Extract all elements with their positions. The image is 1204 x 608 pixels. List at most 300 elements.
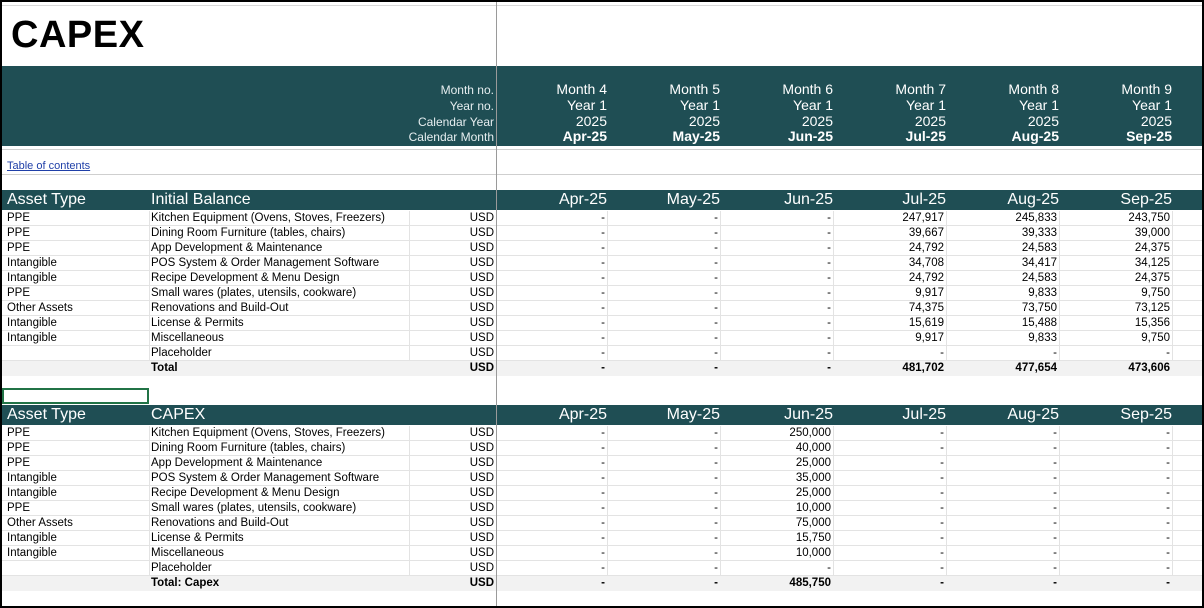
cell-gridline: [720, 346, 721, 361]
value-cell[interactable]: -: [940, 547, 944, 559]
table-row[interactable]: [2, 241, 1204, 256]
table-row[interactable]: [2, 441, 1204, 456]
value-cell[interactable]: -: [714, 562, 718, 574]
currency-cell[interactable]: USD: [469, 577, 494, 589]
value-cell[interactable]: -: [1166, 347, 1170, 359]
cell-gridline: [720, 316, 721, 331]
value-cell[interactable]: -: [601, 272, 605, 284]
cell-gridline: [409, 471, 410, 486]
asset-name-cell[interactable]: Placeholder: [151, 347, 212, 359]
currency-cell[interactable]: USD: [469, 362, 494, 374]
value-cell[interactable]: 34,708: [908, 257, 944, 269]
table-row[interactable]: [2, 331, 1204, 346]
table-row[interactable]: [2, 226, 1204, 241]
cell-gridline: [1172, 226, 1173, 241]
cell-gridline: [946, 441, 947, 456]
asset-type-cell[interactable]: Intangible: [7, 532, 57, 544]
asset-type-cell[interactable]: PPE: [7, 427, 31, 439]
value-cell[interactable]: -: [714, 517, 718, 529]
value-cell[interactable]: -: [1166, 562, 1170, 574]
currency-cell[interactable]: USD: [469, 502, 494, 514]
asset-name-cell[interactable]: Renovations and Build-Out: [151, 302, 289, 314]
header-year-no-cell: Year 1: [680, 97, 720, 113]
value-cell[interactable]: -: [1053, 487, 1057, 499]
header-cal-month-cell: Sep-25: [1126, 128, 1172, 144]
selected-cell[interactable]: [2, 388, 149, 404]
value-cell[interactable]: -: [714, 547, 718, 559]
cell-gridline: [1172, 561, 1173, 576]
cell-gridline: [720, 546, 721, 561]
value-cell[interactable]: -: [1166, 427, 1170, 439]
header-label-calendar-month: Calendar Month: [408, 130, 494, 144]
column-header-asset-type: Asset Type: [7, 406, 86, 423]
currency-cell[interactable]: USD: [469, 317, 494, 329]
value-cell[interactable]: -: [827, 272, 831, 284]
value-cell[interactable]: 40,000: [795, 442, 831, 454]
value-cell[interactable]: -: [1053, 547, 1057, 559]
value-cell[interactable]: 481,702: [902, 362, 944, 374]
asset-type-cell[interactable]: Intangible: [7, 472, 57, 484]
cell-gridline: [409, 486, 410, 501]
cell-gridline: [946, 516, 947, 531]
value-cell[interactable]: -: [714, 427, 718, 439]
value-cell[interactable]: -: [827, 362, 831, 374]
asset-type-cell[interactable]: Intangible: [7, 257, 57, 269]
value-cell[interactable]: 9,917: [915, 287, 944, 299]
asset-type-cell[interactable]: PPE: [7, 287, 31, 299]
cell-gridline: [409, 226, 410, 241]
asset-type-cell[interactable]: Intangible: [7, 547, 57, 559]
cell-gridline: [409, 426, 410, 441]
asset-type-cell[interactable]: PPE: [7, 457, 31, 469]
asset-name-cell[interactable]: Small wares (plates, utensils, cookware): [151, 502, 357, 514]
value-cell[interactable]: -: [714, 362, 718, 374]
table-row[interactable]: [2, 546, 1204, 561]
header-year-no-cell: Year 1: [793, 97, 833, 113]
value-cell[interactable]: -: [1166, 502, 1170, 514]
value-cell[interactable]: 25,000: [795, 487, 831, 499]
cell-gridline: [1172, 546, 1173, 561]
cell-gridline: [1059, 271, 1060, 286]
value-cell[interactable]: 24,792: [908, 242, 944, 254]
value-cell[interactable]: 39,667: [908, 227, 944, 239]
asset-type-cell[interactable]: PPE: [7, 242, 31, 254]
value-cell[interactable]: -: [714, 577, 718, 589]
cell-gridline: [833, 286, 834, 301]
value-cell[interactable]: -: [1166, 577, 1170, 589]
cell-gridline: [1059, 211, 1060, 226]
value-cell[interactable]: -: [601, 532, 605, 544]
value-cell[interactable]: 473,606: [1128, 362, 1170, 374]
value-cell[interactable]: -: [1053, 562, 1057, 574]
value-cell[interactable]: -: [1053, 517, 1057, 529]
value-cell[interactable]: -: [827, 242, 831, 254]
value-cell[interactable]: -: [940, 532, 944, 544]
value-cell[interactable]: 74,375: [908, 302, 944, 314]
cell-gridline: [1172, 441, 1173, 456]
value-cell[interactable]: -: [714, 257, 718, 269]
value-cell[interactable]: 39,333: [1021, 227, 1057, 239]
value-cell[interactable]: -: [601, 487, 605, 499]
value-cell[interactable]: -: [714, 487, 718, 499]
value-cell[interactable]: -: [1053, 457, 1057, 469]
cell-gridline: [833, 316, 834, 331]
asset-name-cell[interactable]: Total: [151, 362, 178, 374]
value-cell[interactable]: -: [827, 332, 831, 344]
cell-gridline: [946, 256, 947, 271]
asset-type-cell[interactable]: Intangible: [7, 332, 57, 344]
cell-gridline: [1059, 286, 1060, 301]
asset-name-cell[interactable]: App Development & Maintenance: [151, 242, 323, 254]
asset-name-cell[interactable]: Small wares (plates, utensils, cookware): [151, 287, 357, 299]
value-cell[interactable]: -: [601, 332, 605, 344]
value-cell[interactable]: -: [601, 347, 605, 359]
currency-cell[interactable]: USD: [469, 272, 494, 284]
table-row[interactable]: [2, 456, 1204, 471]
value-cell[interactable]: -: [1166, 547, 1170, 559]
currency-cell[interactable]: USD: [469, 547, 494, 559]
value-cell[interactable]: -: [1053, 347, 1057, 359]
value-cell[interactable]: -: [601, 362, 605, 374]
value-cell[interactable]: -: [940, 442, 944, 454]
table-row[interactable]: [2, 516, 1204, 531]
cell-gridline: [1172, 501, 1173, 516]
value-cell[interactable]: 10,000: [795, 502, 831, 514]
value-cell[interactable]: 24,375: [1134, 242, 1170, 254]
table-row[interactable]: [2, 471, 1204, 486]
asset-type-cell[interactable]: Intangible: [7, 272, 57, 284]
cell-gridline: [409, 456, 410, 471]
value-cell[interactable]: -: [1166, 442, 1170, 454]
cell-gridline: [149, 256, 150, 271]
asset-name-cell[interactable]: Placeholder: [151, 562, 212, 574]
value-cell[interactable]: -: [1166, 517, 1170, 529]
value-cell[interactable]: -: [1166, 532, 1170, 544]
value-cell[interactable]: -: [940, 487, 944, 499]
value-cell[interactable]: 39,000: [1134, 227, 1170, 239]
value-cell[interactable]: 15,488: [1021, 317, 1057, 329]
value-cell[interactable]: 75,000: [795, 517, 831, 529]
asset-name-cell[interactable]: Recipe Development & Menu Design: [151, 487, 340, 499]
currency-cell[interactable]: USD: [469, 227, 494, 239]
value-cell[interactable]: -: [1053, 577, 1057, 589]
value-cell[interactable]: 477,654: [1015, 362, 1057, 374]
header-year-no-cell: Year 1: [1019, 97, 1059, 113]
asset-name-cell[interactable]: App Development & Maintenance: [151, 457, 323, 469]
value-cell[interactable]: -: [601, 457, 605, 469]
table-row[interactable]: [2, 301, 1204, 316]
value-cell[interactable]: -: [714, 302, 718, 314]
value-cell[interactable]: -: [940, 427, 944, 439]
value-cell[interactable]: -: [1053, 427, 1057, 439]
value-cell[interactable]: 15,356: [1134, 317, 1170, 329]
currency-cell[interactable]: USD: [469, 257, 494, 269]
value-cell[interactable]: -: [601, 517, 605, 529]
column-header-month: Aug-25: [1007, 406, 1059, 423]
asset-type-cell[interactable]: PPE: [7, 212, 31, 224]
value-cell[interactable]: -: [1166, 472, 1170, 484]
cell-gridline: [720, 301, 721, 316]
currency-cell[interactable]: USD: [469, 332, 494, 344]
value-cell[interactable]: -: [714, 347, 718, 359]
header-year-no-cell: Year 1: [906, 97, 946, 113]
value-cell[interactable]: -: [601, 577, 605, 589]
value-cell[interactable]: -: [940, 472, 944, 484]
asset-type-cell[interactable]: Other Assets: [7, 302, 73, 314]
value-cell[interactable]: 34,417: [1021, 257, 1057, 269]
cell-gridline: [946, 286, 947, 301]
column-header-month: Jun-25: [784, 191, 833, 208]
value-cell[interactable]: -: [827, 287, 831, 299]
cell-gridline: [409, 301, 410, 316]
value-cell[interactable]: -: [940, 457, 944, 469]
cell-gridline: [946, 346, 947, 361]
table-row[interactable]: [2, 256, 1204, 271]
value-cell[interactable]: 73,750: [1021, 302, 1057, 314]
asset-name-cell[interactable]: License & Permits: [151, 532, 244, 544]
value-cell[interactable]: -: [714, 242, 718, 254]
value-cell[interactable]: -: [714, 227, 718, 239]
table-row[interactable]: [2, 486, 1204, 501]
page-title: CAPEX: [11, 14, 145, 56]
currency-cell[interactable]: USD: [469, 457, 494, 469]
value-cell[interactable]: -: [940, 577, 944, 589]
cell-gridline: [607, 331, 608, 346]
value-cell[interactable]: 10,000: [795, 547, 831, 559]
value-cell[interactable]: 9,750: [1141, 332, 1170, 344]
value-cell[interactable]: 35,000: [795, 472, 831, 484]
cell-gridline: [946, 241, 947, 256]
value-cell[interactable]: -: [827, 227, 831, 239]
cell-gridline: [946, 546, 947, 561]
asset-type-cell[interactable]: Intangible: [7, 317, 57, 329]
total-row[interactable]: [2, 361, 1204, 376]
value-cell[interactable]: -: [1053, 442, 1057, 454]
value-cell[interactable]: -: [714, 472, 718, 484]
asset-name-cell[interactable]: Kitchen Equipment (Ovens, Stoves, Freezers): [151, 212, 385, 224]
value-cell[interactable]: -: [714, 287, 718, 299]
cell-gridline: [409, 501, 410, 516]
value-cell[interactable]: 9,750: [1141, 287, 1170, 299]
cell-gridline: [607, 316, 608, 331]
value-cell[interactable]: -: [714, 317, 718, 329]
table-row[interactable]: [2, 316, 1204, 331]
cell-gridline: [1172, 471, 1173, 486]
value-cell[interactable]: 73,125: [1134, 302, 1170, 314]
value-cell[interactable]: 24,375: [1134, 272, 1170, 284]
currency-cell[interactable]: USD: [469, 347, 494, 359]
asset-name-cell[interactable]: License & Permits: [151, 317, 244, 329]
total-row[interactable]: [2, 576, 1204, 591]
currency-cell[interactable]: USD: [469, 517, 494, 529]
currency-cell[interactable]: USD: [469, 562, 494, 574]
value-cell[interactable]: 25,000: [795, 457, 831, 469]
table-row[interactable]: [2, 271, 1204, 286]
value-cell[interactable]: -: [601, 242, 605, 254]
value-cell[interactable]: 15,750: [795, 532, 831, 544]
value-cell[interactable]: 247,917: [902, 212, 944, 224]
value-cell[interactable]: -: [1053, 502, 1057, 514]
table-of-contents-link[interactable]: Table of contents: [7, 160, 91, 172]
cell-gridline: [607, 286, 608, 301]
asset-name-cell[interactable]: Recipe Development & Menu Design: [151, 272, 340, 284]
cell-gridline: [149, 501, 150, 516]
value-cell[interactable]: -: [827, 212, 831, 224]
cell-gridline: [409, 531, 410, 546]
value-cell[interactable]: -: [601, 472, 605, 484]
asset-name-cell[interactable]: POS System & Order Management Software: [151, 472, 380, 484]
cell-gridline: [946, 501, 947, 516]
value-cell[interactable]: -: [601, 502, 605, 514]
currency-cell[interactable]: USD: [469, 532, 494, 544]
cell-gridline: [833, 331, 834, 346]
value-cell[interactable]: 24,583: [1021, 272, 1057, 284]
currency-cell[interactable]: USD: [469, 427, 494, 439]
cell-gridline: [149, 241, 150, 256]
value-cell[interactable]: -: [601, 302, 605, 314]
table-row[interactable]: [2, 211, 1204, 226]
value-cell[interactable]: 250,000: [789, 427, 831, 439]
header-month-no-cell: Month 4: [556, 81, 607, 97]
currency-cell[interactable]: USD: [469, 212, 494, 224]
value-cell[interactable]: -: [601, 427, 605, 439]
value-cell[interactable]: -: [601, 287, 605, 299]
asset-type-cell[interactable]: PPE: [7, 502, 31, 514]
cell-gridline: [1172, 456, 1173, 471]
value-cell[interactable]: -: [601, 547, 605, 559]
value-cell[interactable]: -: [601, 317, 605, 329]
asset-name-cell[interactable]: Dining Room Furniture (tables, chairs): [151, 442, 346, 454]
value-cell[interactable]: -: [714, 457, 718, 469]
value-cell[interactable]: -: [940, 562, 944, 574]
cell-gridline: [1059, 226, 1060, 241]
value-cell[interactable]: -: [827, 257, 831, 269]
cell-gridline: [720, 516, 721, 531]
currency-cell[interactable]: USD: [469, 242, 494, 254]
asset-name-cell[interactable]: POS System & Order Management Software: [151, 257, 380, 269]
asset-name-cell[interactable]: Renovations and Build-Out: [151, 517, 289, 529]
cell-gridline: [409, 331, 410, 346]
value-cell[interactable]: 245,833: [1015, 212, 1057, 224]
value-cell[interactable]: 24,792: [908, 272, 944, 284]
table-row[interactable]: [2, 561, 1204, 576]
cell-gridline: [1172, 211, 1173, 226]
header-month-no-cell: Month 5: [669, 81, 720, 97]
asset-name-cell[interactable]: Miscellaneous: [151, 547, 224, 559]
column-header-month: Sep-25: [1120, 191, 1172, 208]
cell-gridline: [833, 456, 834, 471]
value-cell[interactable]: -: [714, 442, 718, 454]
value-cell[interactable]: -: [714, 272, 718, 284]
value-cell[interactable]: 24,583: [1021, 242, 1057, 254]
table-row[interactable]: [2, 501, 1204, 516]
table-row[interactable]: [2, 531, 1204, 546]
asset-type-cell[interactable]: PPE: [7, 227, 31, 239]
value-cell[interactable]: -: [1166, 457, 1170, 469]
header-label-calendar-year: Calendar Year: [417, 115, 494, 129]
value-cell[interactable]: -: [714, 332, 718, 344]
cell-gridline: [1059, 256, 1060, 271]
value-cell[interactable]: -: [1053, 472, 1057, 484]
value-cell[interactable]: -: [601, 227, 605, 239]
header-cal-year-cell: 2025: [914, 113, 946, 129]
currency-cell[interactable]: USD: [469, 287, 494, 299]
cell-gridline: [607, 256, 608, 271]
asset-name-cell[interactable]: Dining Room Furniture (tables, chairs): [151, 227, 346, 239]
value-cell[interactable]: 9,833: [1028, 287, 1057, 299]
cell-gridline: [833, 346, 834, 361]
value-cell[interactable]: -: [827, 317, 831, 329]
value-cell[interactable]: -: [601, 442, 605, 454]
section-header: [2, 405, 1204, 425]
value-cell[interactable]: -: [1053, 532, 1057, 544]
cell-gridline: [946, 271, 947, 286]
asset-type-cell[interactable]: Other Assets: [7, 517, 73, 529]
asset-type-cell[interactable]: Intangible: [7, 487, 57, 499]
value-cell[interactable]: -: [827, 347, 831, 359]
table-row[interactable]: [2, 286, 1204, 301]
value-cell[interactable]: -: [940, 517, 944, 529]
cell-gridline: [149, 441, 150, 456]
value-cell[interactable]: -: [601, 257, 605, 269]
currency-cell[interactable]: USD: [469, 442, 494, 454]
cell-gridline: [1059, 531, 1060, 546]
cell-gridline: [409, 561, 410, 576]
table-row[interactable]: [2, 426, 1204, 441]
header-year-no-cell: Year 1: [1132, 97, 1172, 113]
cell-gridline: [1059, 316, 1060, 331]
cell-gridline: [1172, 531, 1173, 546]
divider: [2, 174, 1204, 175]
cell-gridline: [1059, 301, 1060, 316]
value-cell[interactable]: -: [827, 302, 831, 314]
value-cell[interactable]: 243,750: [1128, 212, 1170, 224]
cell-gridline: [607, 531, 608, 546]
asset-name-cell[interactable]: Miscellaneous: [151, 332, 224, 344]
cell-gridline: [149, 516, 150, 531]
cell-gridline: [1059, 501, 1060, 516]
header-month-no-cell: Month 7: [895, 81, 946, 97]
table-row[interactable]: [2, 346, 1204, 361]
value-cell[interactable]: -: [940, 502, 944, 514]
currency-cell[interactable]: USD: [469, 302, 494, 314]
value-cell[interactable]: -: [601, 212, 605, 224]
value-cell[interactable]: 485,750: [789, 577, 831, 589]
asset-name-cell[interactable]: Total: Capex: [151, 577, 220, 589]
value-cell[interactable]: 15,619: [908, 317, 944, 329]
asset-type-cell[interactable]: PPE: [7, 442, 31, 454]
value-cell[interactable]: -: [714, 502, 718, 514]
section-header: [2, 190, 1204, 210]
value-cell[interactable]: -: [827, 562, 831, 574]
divider: [2, 149, 1204, 150]
value-cell[interactable]: 9,833: [1028, 332, 1057, 344]
asset-name-cell[interactable]: Kitchen Equipment (Ovens, Stoves, Freezers): [151, 427, 385, 439]
value-cell[interactable]: -: [1166, 487, 1170, 499]
currency-cell[interactable]: USD: [469, 472, 494, 484]
header-cal-year-cell: 2025: [801, 113, 833, 129]
value-cell[interactable]: 34,125: [1134, 257, 1170, 269]
value-cell[interactable]: -: [714, 212, 718, 224]
value-cell[interactable]: 9,917: [915, 332, 944, 344]
value-cell[interactable]: -: [601, 562, 605, 574]
cell-gridline: [1172, 286, 1173, 301]
value-cell[interactable]: -: [940, 347, 944, 359]
value-cell[interactable]: -: [714, 532, 718, 544]
currency-cell[interactable]: USD: [469, 487, 494, 499]
cell-gridline: [1059, 456, 1060, 471]
column-header-month: May-25: [666, 406, 720, 423]
